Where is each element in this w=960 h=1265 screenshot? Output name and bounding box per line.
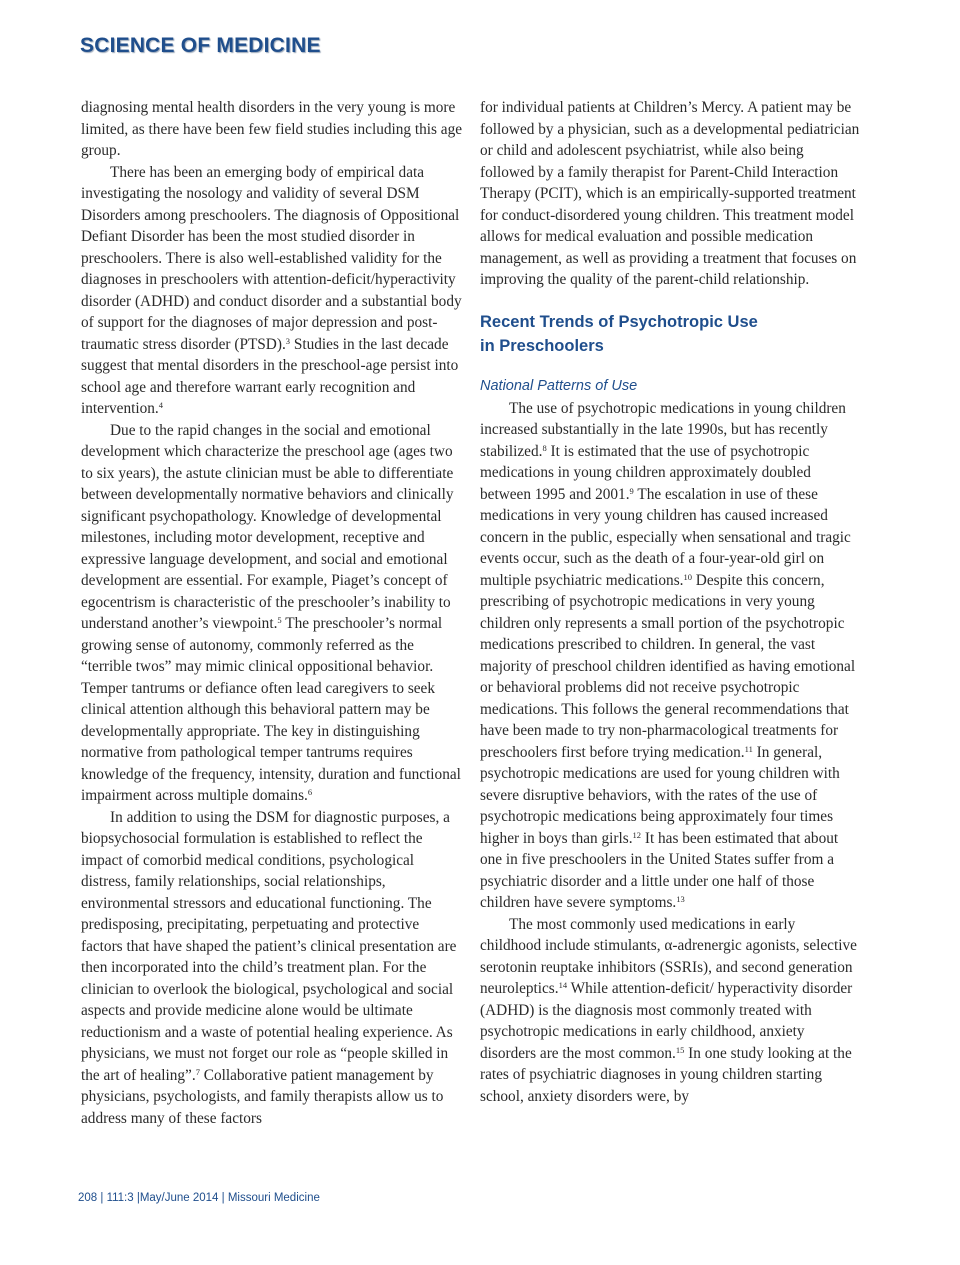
reference-superscript: 9	[629, 485, 634, 496]
reference-superscript: 4	[158, 400, 163, 410]
section-heading	[480, 310, 860, 358]
paragraph	[81, 162, 463, 420]
reference-superscript: 14	[558, 980, 568, 990]
reference-superscript: 15	[675, 1044, 685, 1055]
reference-superscript: 5	[277, 615, 282, 625]
paragraph-text: While attention-deficit/ hyperactivity disorder (ADHD) is the diagnosis most commonly treated with psychotropic medications in early childhood, anxiety disorders are the most common.	[480, 980, 853, 1062]
paragraph	[480, 398, 860, 914]
paragraph-text: In one study looking at the rates of psychiatric diagnoses in young children starting school, anxiety disorders were, by	[480, 1044, 852, 1105]
paragraph-text: It has been estimated that about one in five preschoolers in the United States suffer from a psychiatric disorder and a little under one half of those children have severe symptoms.	[480, 829, 839, 911]
reference-superscript: 12	[632, 829, 642, 840]
reference-superscript: 7	[195, 1066, 200, 1077]
right-column	[480, 97, 860, 1107]
paragraph-text: The escalation in use of these medications in very young children has caused increased concern in the public, especially when sensational and tragic events occur, such as the death of a four-year-old girl on multiple psychiatric medications.	[480, 485, 851, 589]
paragraph-text: Collaborative patient management by physicians, psychologists, and family therapists allow us to address many of these factors	[81, 1066, 444, 1127]
reference-superscript: 8	[542, 442, 547, 453]
paragraph-text: The preschooler’s normal growing sense of autonomy, commonly referred as the “terrible twos” may mimic clinical oppositional behavior. Temper tantrums or defiance often lead caregivers to seek clinical attention although this behavioral pattern may be developmentally appropriate. The key in distinguishing normative from pathological temper tantrums requires knowledge of the frequency, intensity, duration and functional impairment across multiple domains.	[81, 615, 461, 804]
reference-superscript: 10	[683, 571, 692, 582]
paragraph: for individual patients at Children’s Mercy. A patient may be followed by a physician, such as a developmental pediatrician or child and adolescent psychiatrist, while also being followed by a family therapist for Parent-Child Interaction Therapy (PCIT), which is an empirically-supported treatment for conduct-disordered young children. This treatment model allows for medical evaluation and possible medication management, as well as providing a treatment that focuses on improving the quality of the parent-child relationship.	[480, 99, 860, 288]
paragraph-text: In addition to using the DSM for diagnostic purposes, a biopsychosocial formulation is established to reflect the impact of comorbid medical conditions, psychological distress, family relationships, social relationships, environmental stressors and educational functioning. The predisposing, precipitating, perpetuating and protective factors that have shaped the patient’s clinical presentation are then incorporated into the child’s treatment plan. For the clinician to overlook the biological, psychological and social aspects and provide medicine alone would be ultimate reductionism and a waste of potential healing experience. As physicians, we must not forget our role as “people skilled in the art of healing”.	[81, 808, 457, 1084]
left-column	[81, 97, 463, 1129]
paragraph	[480, 914, 860, 1108]
paragraph-text: The most commonly used medications in early childhood include stimulants, α-adrenergic agonists, selective serotonin reuptake inhibitors (SSRIs), and second generation neuroleptics.	[480, 915, 857, 997]
reference-superscript: 11	[744, 743, 753, 754]
section-heading-line: Recent Trends of Psychotropic Use	[480, 312, 758, 331]
section-heading-line: in Preschoolers	[480, 336, 604, 355]
paragraph-text: It is estimated that the use of psychotropic medications in young children approximately doubled between 1995 and 2001.	[480, 442, 811, 503]
paragraph-text: The use of psychotropic medications in young children increased substantially in the late 1990s, but has recently stabilized.	[480, 399, 846, 460]
running-header: SCIENCE OF MEDICINE	[80, 34, 321, 57]
paragraph: diagnosing mental health disorders in the very young is more limited, as there have been few field studies including this age group.	[81, 99, 463, 159]
paragraph-text: Studies in the last decade suggest that mental disorders in the preschool-age persist into school age and therefore warrant early recognition and intervention.	[81, 335, 459, 417]
reference-superscript: 13	[676, 894, 685, 904]
subsection-heading: National Patterns of Use	[480, 377, 638, 394]
page-footer: 208 | 111:3 |May/June 2014 | Missouri Medicine	[78, 1192, 320, 1204]
paragraph-text: Due to the rapid changes in the social and emotional development which characterize the preschool age (ages two to six years), the astute clinician must be able to differentiate between developmentally normative behaviors and clinically significant psychopathology. Knowledge of developmental milestones, including motor development, receptive and expressive language development, and social and emotional development are essential. For example, Piaget’s concept of egocentrism is characteristic of the preschooler’s inability to understand another’s viewpoint.	[81, 421, 454, 632]
reference-superscript: 6	[307, 787, 313, 797]
paragraph-text: In general, psychotropic medications are used for young children with severe disruptive behaviors, with the rates of the use of psychotropic medications being approximately four times higher in boys than girls.	[480, 743, 840, 847]
paragraph	[81, 420, 463, 807]
paragraph	[81, 807, 463, 1130]
paragraph-text: There has been an emerging body of empirical data investigating the nosology and validity of several DSM Disorders among preschoolers. The diagnosis of Oppositional Defiant Disorder has been the most studied disorder in preschoolers. There is also well-established validity for the diagnoses in preschoolers with attention-deficit/hyperactivity disorder (ADHD) and conduct disorder and a substantial body of support for the diagnoses of major depression and post-traumatic stress disorder (PTSD).	[81, 163, 462, 353]
paragraph-text: Despite this concern, prescribing of psychotropic medications in very young children only represents a small portion of the psychotropic medications prescribed to children. In general, the vast majority of preschool children identified as having emotional or behavioral problems did not receive psychotropic medications. This follows the general recommendations that have been made to try non-pharmacological treatments for preschoolers first before trying medication.	[480, 571, 856, 761]
reference-superscript: 3	[285, 335, 291, 346]
